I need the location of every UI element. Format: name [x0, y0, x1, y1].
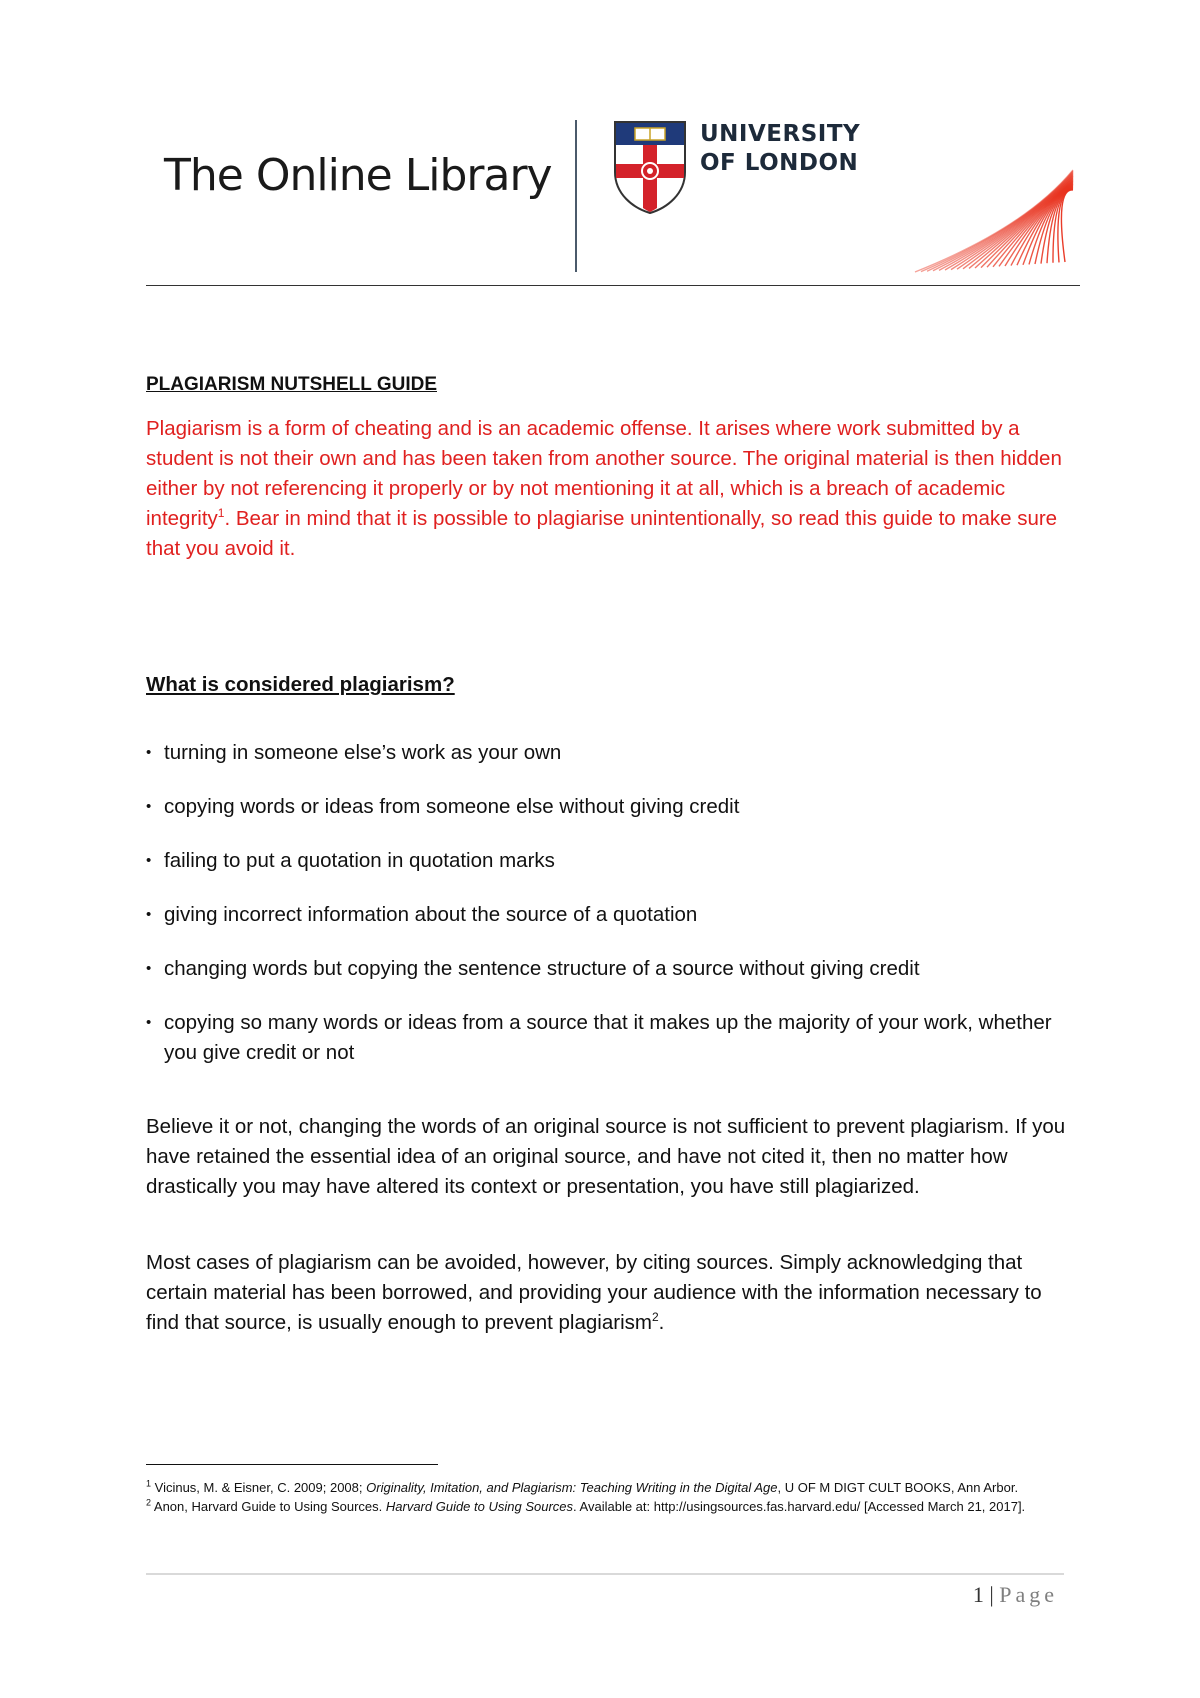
- page-number-separator: |: [983, 1582, 1000, 1607]
- footnote-ref-2: 2: [651, 1310, 659, 1325]
- library-logo-title: The Online Library: [164, 150, 552, 201]
- university-name-line2: OF LONDON: [700, 150, 859, 176]
- footnote-1-text-end: , U OF M DIGT CULT BOOKS, Ann Arbor.: [777, 1480, 1019, 1495]
- university-name-line1: UNIVERSITY: [700, 121, 861, 147]
- body-paragraph-2-text: Most cases of plagiarism can be avoided, however, by citing sources. Simply acknowledging that certain material has been borrowed, and providing your audience with the information necessary to find that source, is usually enough to prevent plagiarism: [146, 1251, 1042, 1334]
- footer-rule: [146, 1573, 1064, 1575]
- section-heading: What is considered plagiarism?: [146, 673, 455, 696]
- body-paragraph-1: Believe it or not, changing the words of an original source is not sufficient to prevent plagiarism. If you have retained the essential idea of an original source, and have not cited it, then no matter how drastically you may have altered its context or presentation, you have still plagiarized.: [146, 1115, 1066, 1198]
- footnotes: [146, 1478, 1076, 1516]
- list-item: • failing to put a quotation in quotation marks: [146, 846, 1086, 876]
- footnote-1-text: Vicinus, M. & Eisner, C. 2009; 2008;: [151, 1480, 367, 1495]
- list-item: • copying so many words or ideas from a source that it makes up the majority of your work, whether you give credit or not: [146, 1008, 1086, 1068]
- list-item: • copying words or ideas from someone else without giving credit: [146, 792, 1086, 822]
- footnote-2-text: Anon, Harvard Guide to Using Sources.: [151, 1499, 386, 1514]
- list-item: • turning in someone else’s work as your own: [146, 738, 1086, 768]
- footnote-2-title: Harvard Guide to Using Sources: [385, 1499, 574, 1514]
- header-rule: [146, 285, 1080, 286]
- body-paragraph-2-end: .: [658, 1311, 665, 1334]
- document-title: PLAGIARISM NUTSHELL GUIDE: [146, 374, 437, 395]
- list-item: • changing words but copying the sentence structure of a source without giving credit: [146, 954, 1086, 984]
- page-number-value: 1: [972, 1582, 984, 1607]
- plagiarism-bullet-list: [146, 738, 1086, 1092]
- footnote-2-mark: 2: [146, 1497, 152, 1508]
- header-divider: [575, 120, 577, 272]
- page-label: Page: [999, 1582, 1058, 1607]
- university-name: [700, 120, 860, 178]
- page-number: [973, 1582, 1058, 1608]
- swoosh-line: [1061, 190, 1073, 262]
- body-paragraph-2: [146, 1248, 1076, 1338]
- footnote-1-title: Originality, Imitation, and Plagiarism: Teaching Writing in the Digital Age: [366, 1480, 778, 1495]
- intro-paragraph: [146, 414, 1076, 564]
- footnote-1: [146, 1478, 1076, 1497]
- intro-text: Plagiarism is a form of cheating and is an academic offense. It arises where work submitted by a student is not their own and has been taken from another source. The original material is then hidden either by not referencing it properly or by not mentioning it at all, which is a breach of academic integrity: [146, 417, 1062, 530]
- footnote-ref-1: 1: [217, 506, 225, 521]
- footnote-separator: [146, 1464, 438, 1465]
- footnote-2: [146, 1497, 1076, 1516]
- footnote-2-text-end: . Available at: http://usingsources.fas.harvard.edu/ [Accessed March 21, 2017].: [573, 1499, 1026, 1514]
- university-crest-icon: [613, 120, 687, 215]
- list-item: • giving incorrect information about the source of a quotation: [146, 900, 1086, 930]
- footnote-1-mark: 1: [146, 1478, 152, 1489]
- intro-text-continued: . Bear in mind that it is possible to plagiarise unintentionally, so read this guide to make sure that you avoid it.: [146, 507, 1058, 560]
- swoosh-line: [927, 172, 1073, 272]
- decorative-swoosh-icon: [905, 168, 1075, 276]
